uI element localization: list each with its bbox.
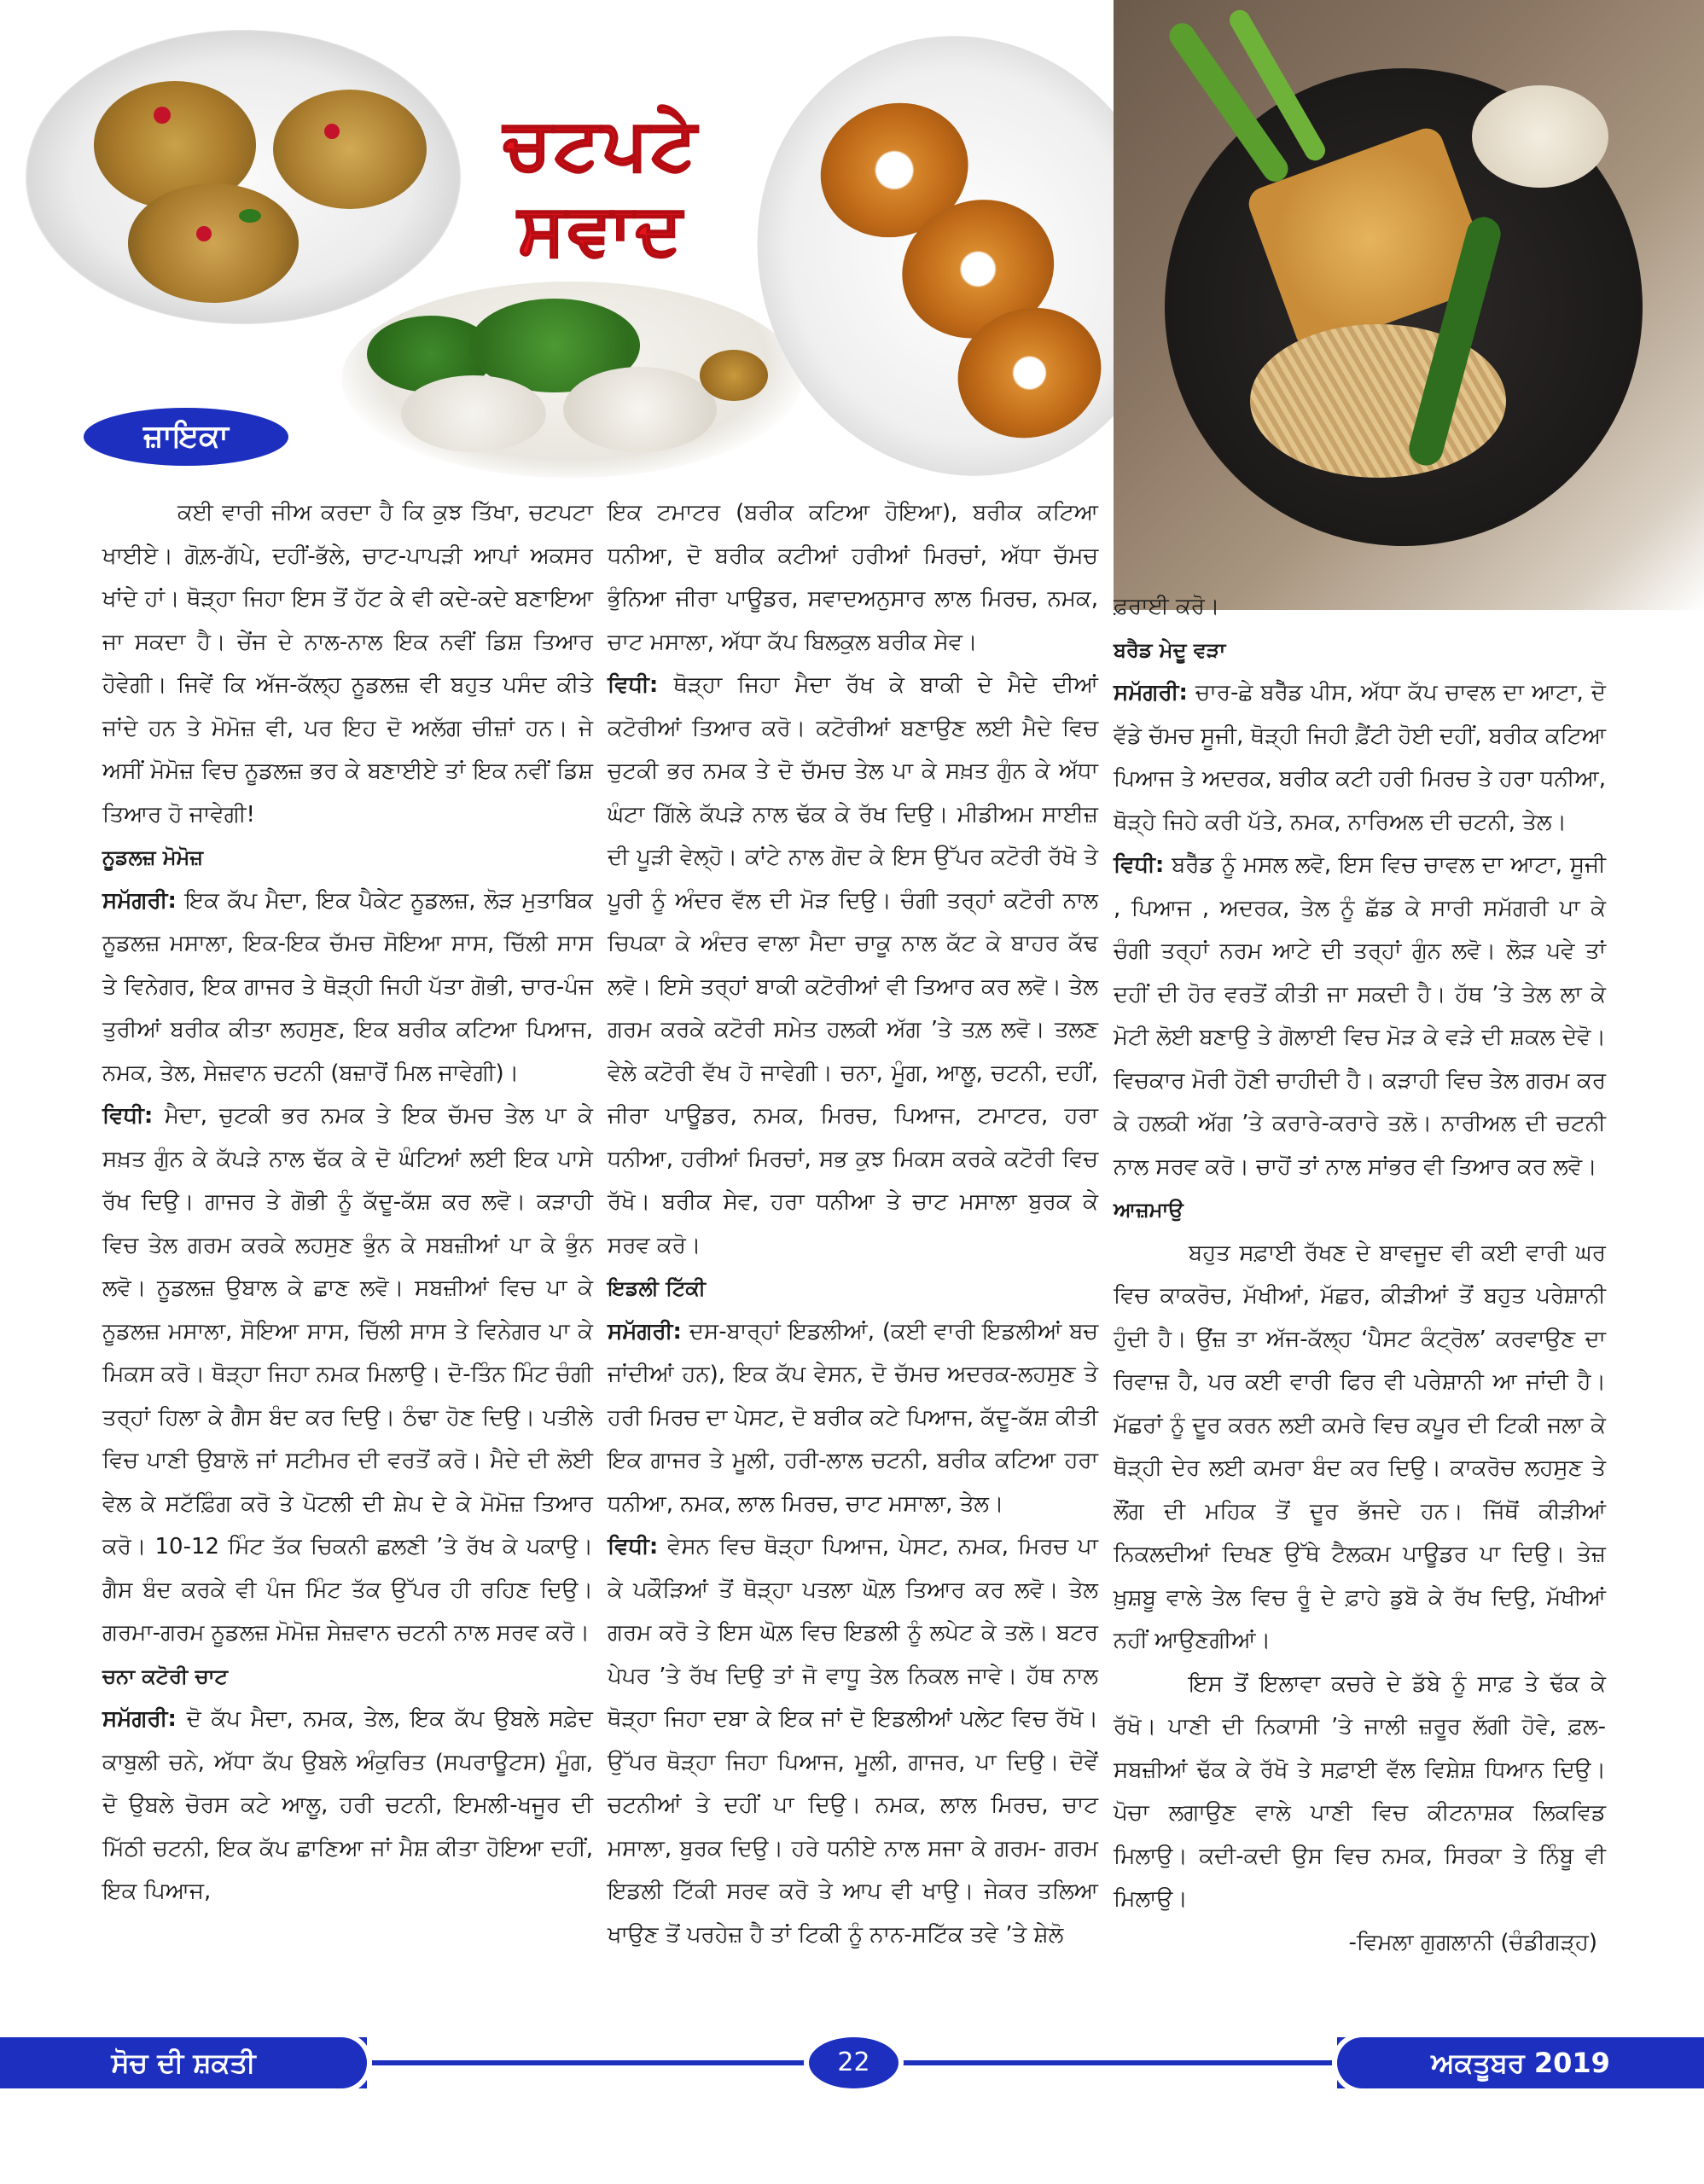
idli-tikki-photo	[341, 282, 802, 478]
ingredients-text: ਦੋ ਕੱਪ ਮੈਦਾ, ਨਮਕ, ਤੇਲ, ਇਕ ਕੱਪ ਉਬਲੇ ਸਫ਼ੇਦ ਕਾਬੁਲੀ ਚਨੇ, ਅੱਧਾ ਕੱਪ ਉਬਲੇ ਅੰਕੁਰਿਤ (ਸਪਰਾਊਟਸ) ਮੂੰਗ, ਦੋ ਉਬਲੇ ਚੋਰਸ ਕਟੇ ਆਲੂ, ਹਰੀ ਚਟਨੀ, ਇਮਲੀ-ਖਜੂਰ ਦੀ ਮਿੱਠੀ ਚਟਨੀ, ਇਕ ਕੱਪ ਛਾਣਿਆ ਜਾਂ ਮੈਸ਼ ਕੀਤਾ ਹੋਇਆ ਦਹੀਂ, ਇਕ ਪਿਆਜ,	[102, 1706, 593, 1904]
papdi-chaat-photo	[26, 30, 461, 324]
issue-date: ਅਕਤੂਬਰ 2019	[1337, 2037, 1704, 2088]
article-column-2	[608, 491, 1098, 1956]
recipe-method	[608, 1525, 1098, 1956]
recipe-title-idli-tikki: ਇਡਲੀ ਟਿੱਕੀ	[608, 1276, 706, 1300]
ingredients-text-continued: ਇਕ ਟਮਾਟਰ (ਬਰੀਕ ਕਟਿਆ ਹੋਇਆ), ਬਰੀਕ ਕਟਿਆ ਧਨੀਆ, ਦੋ ਬਰੀਕ ਕਟੀਆਂ ਹਰੀਆਂ ਮਿਰਚਾਂ, ਅੱਧਾ ਚੱਮਚ ਭੁੰਨਿਆ ਜੀਰਾ ਪਾਊਡਰ, ਸਵਾਦਅਨੁਸਾਰ ਲਾਲ ਮਿਰਚ, ਨਮਕ, ਚਾਟ ਮਸਾਲਾ, ਅੱਧਾ ਕੱਪ ਬਿਲਕੁਲ ਬਰੀਕ ਸੇਵ।	[608, 500, 1098, 655]
recipe-title-bread-medu-vada: ਬਰੈਡ ਮੇਦੂ ਵੜਾ	[1114, 637, 1226, 662]
recipe-method	[1114, 844, 1606, 1188]
article-column-3	[1114, 585, 1606, 1964]
method-label: ਵਿਧੀ:	[608, 672, 659, 698]
recipe-ingredients	[608, 1310, 1098, 1526]
ingredients-label: ਸਮੱਗਰੀ:	[102, 1706, 177, 1732]
method-text: ਥੋੜ੍ਹਾ ਜਿਹਾ ਮੈਦਾ ਰੱਖ ਕੇ ਬਾਕੀ ਦੇ ਮੈਦੇ ਦੀਆਂ ਕਟੋਰੀਆਂ ਤਿਆਰ ਕਰੋ। ਕਟੋਰੀਆਂ ਬਣਾਉਣ ਲਈ ਮੈਦੇ ਵਿਚ ਚੁਟਕੀ ਭਰ ਨਮਕ ਤੇ ਦੋ ਚੱਮਚ ਤੇਲ ਪਾ ਕੇ ਸਖ਼ਤ ਗੁੰਨ ਕੇ ਅੱਧਾ ਘੰਟਾ ਗਿੱਲੇ ਕੱਪੜੇ ਨਾਲ ਢੱਕ ਕੇ ਰੱਖ ਦਿਉ। ਮੀਡੀਅਮ ਸਾਈਜ਼ ਦੀ ਪੂੜੀ ਵੇਲ੍ਹੋ। ਕਾਂਟੇ ਨਾਲ ਗੋਦ ਕੇ ਇਸ ਉੱਪਰ ਕਟੋਰੀ ਰੱਖੋ ਤੇ ਪੂਰੀ ਨੂੰ ਅੰਦਰ ਵੱਲ ਦੀ ਮੋੜ ਦਿਉ। ਚੰਗੀ ਤਰ੍ਹਾਂ ਕਟੋਰੀ ਨਾਲ ਚਿਪਕਾ ਕੇ ਅੰਦਰ ਵਾਲਾ ਮੈਦਾ ਚਾਕੂ ਨਾਲ ਕੱਟ ਕੇ ਬਾਹਰ ਕੱਢ ਲਵੋ। ਇਸੇ ਤਰ੍ਹਾਂ ਬਾਕੀ ਕਟੋਰੀਆਂ ਵੀ ਤਿਆਰ ਕਰ ਲਵੋ। ਤੇਲ ਗਰਮ ਕਰਕੇ ਕਟੋਰੀ ਸਮੇਤ ਹਲਕੀ ਅੱਗ ’ਤੇ ਤਲ਼ ਲਵੋ। ਤਲਣ ਵੇਲੇ ਕਟੋਰੀ ਵੱਖ ਹੋ ਜਾਵੇਗੀ। ਚਨਾ, ਮੂੰਗ, ਆਲੂ, ਚਟਨੀ, ਦਹੀਂ, ਜੀਰਾ ਪਾਊਡਰ, ਨਮਕ, ਮਿਰਚ, ਪਿਆਜ, ਟਮਾਟਰ, ਹਰਾ ਧਨੀਆ, ਹਰੀਆਂ ਮਿਰਚਾਂ, ਸਭ ਕੁਝ ਮਿਕਸ ਕਰਕੇ ਕਟੋਰੀ ਵਿਚ ਰੱਖੋ। ਬਰੀਕ ਸੇਵ, ਹਰਾ ਧਨੀਆ ਤੇ ਚਾਟ ਮਸਾਲਾ ਬੁਰਕ ਕੇ ਸਰਵ ਕਰੋ।	[608, 672, 1098, 1258]
tips-paragraph-1: ਬਹੁਤ ਸਫ਼ਾਈ ਰੱਖਣ ਦੇ ਬਾਵਜੂਦ ਵੀ ਕਈ ਵਾਰੀ ਘਰ ਵਿਚ ਕਾਕਰੋਚ, ਮੱਖੀਆਂ, ਮੱਛਰ, ਕੀੜੀਆਂ ਤੋਂ ਬਹੁਤ ਪਰੇਸ਼ਾਨੀ ਹੁੰਦੀ ਹੈ। ਉਂਜ਼ ਤਾ ਅੱਜ-ਕੱਲ੍ਹ ‘ਪੈਸਟ ਕੰਟ੍ਰੋਲ’ ਕਰਵਾਉਣ ਦਾ ਰਿਵਾਜ਼ ਹੈ, ਪਰ ਕਈ ਵਾਰੀ ਫਿਰ ਵੀ ਪਰੇਸ਼ਾਨੀ ਆ ਜਾਂਦੀ ਹੈ। ਮੱਛਰਾਂ ਨੂੰ ਦੂਰ ਕਰਨ ਲਈ ਕਮਰੇ ਵਿਚ ਕਪੂਰ ਦੀ ਟਿਕੀ ਜਲਾ ਕੇ ਥੋੜ੍ਹੀ ਦੇਰ ਲਈ ਕਮਰਾ ਬੰਦ ਕਰ ਦਿਉ। ਕਾਕਰੋਚ ਲਹਸੁਣ ਤੇ ਲੌਂਗ ਦੀ ਮਹਿਕ ਤੋਂ ਦੂਰ ਭੱਜਦੇ ਹਨ। ਜਿੱਥੋਂ ਕੀੜੀਆਂ ਨਿਕਲਦੀਆਂ ਦਿਖਣ ਉੱਥੇ ਟੈਲਕਮ ਪਾਊਡਰ ਪਾ ਦਿਉ। ਤੇਜ਼ ਖ਼ੁਸ਼ਬੂ ਵਾਲੇ ਤੇਲ ਵਿਚ ਰੂੰ ਦੇ ਫ਼ਾਹੇ ਡੁਬੋ ਕੇ ਰੱਖ ਦਿਉ, ਮੱਖੀਆਂ ਨਹੀਂ ਆਉਣਗੀਆਂ।	[1114, 1240, 1606, 1653]
recipe-ingredients	[102, 880, 593, 1095]
recipe-method	[102, 1095, 593, 1655]
tips-title: ਆਜ਼ਮਾਉ	[1114, 1198, 1183, 1222]
ingredients-text: ਇਕ ਕੱਪ ਮੈਦਾ, ਇਕ ਪੈਕੇਟ ਨੂਡਲਜ਼, ਲੋੜ ਮੁਤਾਬਿਕ ਨੂਡਲਜ਼ ਮਸਾਲਾ, ਇਕ-ਇਕ ਚੱਮਚ ਸੋਇਆ ਸਾਸ, ਚਿੱਲੀ ਸਾਸ ਤੇ ਵਿਨੇਗਰ, ਇਕ ਗਾਜਰ ਤੇ ਥੋੜ੍ਹੀ ਜਿਹੀ ਪੱਤਾ ਗੋਭੀ, ਚਾਰ-ਪੰਜ ਤੁਰੀਆਂ ਬਰੀਕ ਕੀਤਾ ਲਹਸੁਣ, ਇਕ ਬਰੀਕ ਕਟਿਆ ਪਿਆਜ, ਨਮਕ, ਤੇਲ, ਸੇਜ਼ਵਾਨ ਚਟਨੀ (ਬਜ਼ਾਰੋਂ ਮਿਲ ਜਾਵੇਗੀ)।	[102, 887, 593, 1086]
page-title	[410, 102, 794, 273]
ingredients-text: ਚਾਰ-ਛੇ ਬਰੈੱਡ ਪੀਸ, ਅੱਧਾ ਕੱਪ ਚਾਵਲ ਦਾ ਆਟਾ, ਦੋ ਵੱਡੇ ਚੱਮਚ ਸੂਜੀ, ਥੋੜ੍ਹੀ ਜਿਹੀ ਫ਼ੈਂਟੀ ਹੋਈ ਦਹੀਂ, ਬਰੀਕ ਕਟਿਆ ਪਿਆਜ ਤੇ ਅਦਰਕ, ਬਰੀਕ ਕਟੀ ਹਰੀ ਮਿਰਚ ਤੇ ਹਰਾ ਧਨੀਆ, ਥੋੜ੍ਹੇ ਜਿਹੇ ਕਰੀ ਪੱਤੇ, ਨਮਕ, ਨਾਰਿਅਲ ਦੀ ਚਟਨੀ, ਤੇਲ।	[1114, 680, 1606, 835]
author-credit: -ਵਿਮਲਾ ਗੁਗਲਾਨੀ (ਚੰਡੀਗੜ੍ਹ)	[1348, 1929, 1597, 1955]
method-text: ਵੇਸਨ ਵਿਚ ਥੋੜ੍ਹਾ ਪਿਆਜ, ਪੇਸਟ, ਨਮਕ, ਮਿਰਚ ਪਾ ਕੇ ਪਕੌੜਿਆਂ ਤੋਂ ਥੋੜ੍ਹਾ ਪਤਲਾ ਘੋਲ਼ ਤਿਆਰ ਕਰ ਲਵੋ। ਤੇਲ ਗਰਮ ਕਰੋ ਤੇ ਇਸ ਘੋਲ਼ ਵਿਚ ਇਡਲੀ ਨੂੰ ਲਪੇਟ ਕੇ ਤਲੋ। ਬਟਰ ਪੇਪਰ ’ਤੇ ਰੱਖ ਦਿਉ ਤਾਂ ਜੋ ਵਾਧੂ ਤੇਲ ਨਿਕਲ ਜਾਵੇ। ਹੱਥ ਨਾਲ ਥੋੜ੍ਹਾ ਜਿਹਾ ਦਬਾ ਕੇ ਇਕ ਜਾਂ ਦੋ ਇਡਲੀਆਂ ਪਲੇਟ ਵਿਚ ਰੱਖੋ। ਉੱਪਰ ਥੋੜ੍ਹਾ ਜਿਹਾ ਪਿਆਜ, ਮੂਲੀ, ਗਾਜਰ, ਪਾ ਦਿਉ। ਦੋਵੇਂ ਚਟਨੀਆਂ ਤੇ ਦਹੀਂ ਪਾ ਦਿਉ। ਨਮਕ, ਲਾਲ ਮਿਰਚ, ਚਾਟ ਮਸਾਲਾ, ਬੁਰਕ ਦਿਉ। ਹਰੇ ਧਨੀਏ ਨਾਲ ਸਜਾ ਕੇ ਗਰਮ- ਗਰਮ ਇਡਲੀ ਟਿੱਕੀ ਸਰਵ ਕਰੋ ਤੇ ਆਪ ਵੀ ਖਾਉ। ਜੇਕਰ ਤਲਿਆ ਖਾਉਣ ਤੋਂ ਪਰਹੇਜ਼ ਹੈ ਤਾਂ ਟਿਕੀ ਨੂੰ ਨਾਨ-ਸਟਿੱਕ ਤਵੇ ’ਤੇ ਸ਼ੇਲੋ	[608, 1534, 1098, 1948]
ingredients-text: ਦਸ-ਬਾਰ੍ਹਾਂ ਇਡਲੀਆਂ, (ਕਈ ਵਾਰੀ ਇਡਲੀਆਂ ਬਚ ਜਾਂਦੀਆਂ ਹਨ), ਇਕ ਕੱਪ ਵੇਸਨ, ਦੋ ਚੱਮਚ ਅਦਰਕ-ਲਹਸੁਣ ਤੇ ਹਰੀ ਮਿਰਚ ਦਾ ਪੇਸਟ, ਦੋ ਬਰੀਕ ਕਟੇ ਪਿਆਜ, ਕੱਦੂ-ਕੱਸ਼ ਕੀਤੀ ਇਕ ਗਾਜਰ ਤੇ ਮੂਲੀ, ਹਰੀ-ਲਾਲ ਚਟਨੀ, ਬਰੀਕ ਕਟਿਆ ਹਰਾ ਧਨੀਆ, ਨਮਕ, ਲਾਲ ਮਿਰਚ, ਚਾਟ ਮਸਾਲਾ, ਤੇਲ।	[608, 1318, 1098, 1517]
section-badge: ਜ਼ਾਇਕਾ	[84, 408, 288, 466]
recipe-title-chana-katori-chaat: ਚਨਾ ਕਟੋਰੀ ਚਾਟ	[102, 1664, 229, 1688]
magazine-name: ਸੋਚ ਦੀ ਸ਼ਕਤੀ	[0, 2037, 367, 2088]
recipe-ingredients	[1114, 671, 1606, 844]
method-label: ਵਿਧੀ:	[1114, 852, 1165, 878]
method-text: ਬਰੈੱਡ ਨੂੰ ਮਸਲ ਲਵੋ, ਇਸ ਵਿਚ ਚਾਵਲ ਦਾ ਆਟਾ, ਸੂਜੀ , ਪਿਆਜ , ਅਦਰਕ, ਤੇਲ ਨੂੰ ਛੱਡ ਕੇ ਸਾਰੀ ਸਮੱਗਰੀ ਪਾ ਕੇ ਚੰਗੀ ਤਰ੍ਹਾਂ ਨਰਮ ਆਟੇ ਦੀ ਤਰ੍ਹਾਂ ਗੁੰਨ ਲਵੋ। ਲੋੜ ਪਵੇ ਤਾਂ ਦਹੀਂ ਦੀ ਹੋਰ ਵਰਤੋਂ ਕੀਤੀ ਜਾ ਸਕਦੀ ਹੈ। ਹੱਥ ’ਤੇ ਤੇਲ ਲਾ ਕੇ ਮੋਟੀ ਲੋਈ ਬਣਾਉ ਤੇ ਗੋਲਾਈ ਵਿਚ ਮੋੜ ਕੇ ਵੜੇ ਦੀ ਸ਼ਕਲ ਦੇਵੋ। ਵਿਚਕਾਰ ਮੋਰੀ ਹੋਣੀ ਚਾਹੀਦੀ ਹੈ। ਕੜਾਹੀ ਵਿਚ ਤੇਲ ਗਰਮ ਕਰ ਕੇ ਹਲਕੀ ਅੱਗ ’ਤੇ ਕਰਾਰੇ-ਕਰਾਰੇ ਤਲੋ। ਨਾਰੀਅਲ ਦੀ ਚਟਨੀ ਨਾਲ ਸਰਵ ਕਰੋ। ਚਾਹੋਂ ਤਾਂ ਨਾਲ ਸਾਂਭਰ ਵੀ ਤਿਆਰ ਕਰ ਲਵੋ।	[1114, 852, 1606, 1180]
method-label: ਵਿਧੀ:	[102, 1103, 154, 1129]
ingredients-label: ਸਮੱਗਰੀ:	[1114, 680, 1188, 706]
ingredients-label: ਸਮੱਗਰੀ:	[102, 887, 177, 914]
recipe-title-noodles-momos: ਨੂਡਲਜ਼ ਮੋਮੋਜ਼	[102, 845, 204, 869]
method-label: ਵਿਧੀ:	[608, 1534, 659, 1560]
recipe-ingredients	[102, 1698, 593, 1914]
ingredients-label: ਸਮੱਗਰੀ:	[608, 1318, 682, 1345]
tips-paragraph-2: ਇਸ ਤੋਂ ਇਲਾਵਾ ਕਚਰੇ ਦੇ ਡੱਬੇ ਨੂੰ ਸਾਫ਼ ਤੇ ਢੱਕ ਕੇ ਰੱਖੋ। ਪਾਣੀ ਦੀ ਨਿਕਾਸੀ ’ਤੇ ਜਾਲੀ ਜ਼ਰੂਰ ਲੱਗੀ ਹੋਵੇ, ਫ਼ਲ-ਸਬਜ਼ੀਆਂ ਢੱਕ ਕੇ ਰੱਖੋ ਤੇ ਸਫ਼ਾਈ ਵੱਲ ਵਿਸ਼ੇਸ਼ ਧਿਆਨ ਦਿਉ। ਪੋਚਾ ਲਗਾਉਣ ਵਾਲੇ ਪਾਣੀ ਵਿਚ ਕੀਟਨਾਸ਼ਕ ਲਿਕਵਿਡ ਮਿਲਾਉ। ਕਦੀ-ਕਦੀ ਉਸ ਵਿਚ ਨਮਕ, ਸਿਰਕਾ ਤੇ ਨਿੰਬੂ ਵੀ ਮਿਲਾਉ।	[1114, 1670, 1606, 1912]
method-text: ਮੈਦਾ, ਚੁਟਕੀ ਭਰ ਨਮਕ ਤੇ ਇਕ ਚੱਮਚ ਤੇਲ ਪਾ ਕੇ ਸਖ਼ਤ ਗੁੰਨ ਕੇ ਕੱਪੜੇ ਨਾਲ ਢੱਕ ਕੇ ਦੋ ਘੰਟਿਆਂ ਲਈ ਇਕ ਪਾਸੇ ਰੱਖ ਦਿਉ। ਗਾਜਰ ਤੇ ਗੋਭੀ ਨੂੰ ਕੱਦੂ-ਕੱਸ਼ ਕਰ ਲਵੋ। ਕੜਾਹੀ ਵਿਚ ਤੇਲ ਗਰਮ ਕਰਕੇ ਲਹਸੁਣ ਭੁੰਨ ਕੇ ਸਬਜ਼ੀਆਂ ਪਾ ਕੇ ਭੁੰਨ ਲਵੋ। ਨੂਡਲਜ਼ ਉਬਾਲ ਕੇ ਛਾਣ ਲਵੋ। ਸਬਜ਼ੀਆਂ ਵਿਚ ਪਾ ਕੇ ਨੂਡਲਜ਼ ਮਸਾਲਾ, ਸੋਇਆ ਸਾਸ, ਚਿੱਲੀ ਸਾਸ ਤੇ ਵਿਨੇਗਰ ਪਾ ਕੇ ਮਿਕਸ ਕਰੋ। ਥੋੜ੍ਹਾ ਜਿਹਾ ਨਮਕ ਮਿਲਾਉ। ਦੋ-ਤਿੰਨ ਮਿੰਟ ਚੰਗੀ ਤਰ੍ਹਾਂ ਹਿਲਾ ਕੇ ਗੈਸ ਬੰਦ ਕਰ ਦਿਉ। ਠੰਢਾ ਹੋਣ ਦਿਉ। ਪਤੀਲੇ ਵਿਚ ਪਾਣੀ ਉਬਾਲੋ ਜਾਂ ਸਟੀਮਰ ਦੀ ਵਰਤੋਂ ਕਰੋ। ਮੈਦੇ ਦੀ ਲੋਈ ਵੇਲ ਕੇ ਸਟੱਫ਼ਿੰਗ ਕਰੋ ਤੇ ਪੋਟਲੀ ਦੀ ਸ਼ੇਪ ਦੇ ਕੇ ਮੋਮੋਜ਼ ਤਿਆਰ ਕਰੋ। 10-12 ਮਿੰਟ ਤੱਕ ਚਿਕਨੀ ਛਲਣੀ ’ਤੇ ਰੱਖ ਕੇ ਪਕਾਉ। ਗੈਸ ਬੰਦ ਕਰਕੇ ਵੀ ਪੰਜ ਮਿੰਟ ਤੱਕ ਉੱਪਰ ਹੀ ਰਹਿਣ ਦਿਉ। ਗਰਮਾ-ਗਰਮ ਨੂਡਲਜ਼ ਮੋਮੋਜ਼ ਸੇਜ਼ਵਾਨ ਚਟਨੀ ਨਾਲ ਸਰਵ ਕਰੋ।	[102, 1103, 593, 1646]
recipe-method	[608, 664, 1098, 1267]
sizzler-noodles-photo	[1114, 0, 1704, 610]
method-text-continued: ਫ਼ਰਾਈ ਕਰੋ।	[1114, 594, 1220, 619]
article-column-1	[102, 491, 593, 1914]
title-line-1: ਚਟਪਟੇ	[503, 104, 700, 185]
intro-paragraph: ਕਈ ਵਾਰੀ ਜੀਅ ਕਰਦਾ ਹੈ ਕਿ ਕੁਝ ਤਿੱਖਾ, ਚਟਪਟਾ ਖਾਈਏ। ਗੋਲ਼-ਗੱਪੇ, ਦਹੀਂ-ਭੱਲੇ, ਚਾਟ-ਪਾਪੜੀ ਆਪਾਂ ਅਕਸਰ ਖਾਂਦੇ ਹਾਂ। ਥੋੜ੍ਹਾ ਜਿਹਾ ਇਸ ਤੋਂ ਹੱਟ ਕੇ ਵੀ ਕਦੇ-ਕਦੇ ਬਣਾਇਆ ਜਾ ਸਕਦਾ ਹੈ। ਚੇਂਜ ਦੇ ਨਾਲ-ਨਾਲ ਇਕ ਨਵੀਂ ਡਿਸ਼ ਤਿਆਰ ਹੋਵੇਗੀ। ਜਿਵੇਂ ਕਿ ਅੱਜ-ਕੱਲ੍ਹ ਨੂਡਲਜ਼ ਵੀ ਬਹੁਤ ਪਸੰਦ ਕੀਤੇ ਜਾਂਦੇ ਹਨ ਤੇ ਮੋਮੋਜ਼ ਵੀ, ਪਰ ਇਹ ਦੋ ਅਲੱਗ ਚੀਜ਼ਾਂ ਹਨ। ਜੇ ਅਸੀਂ ਮੋਮੋਜ਼ ਵਿਚ ਨੂਡਲਜ਼ ਭਰ ਕੇ ਬਣਾਈਏ ਤਾਂ ਇਕ ਨਵੀਂ ਡਿਸ਼ ਤਿਆਰ ਹੋ ਜਾਵੇਗੀ!	[102, 500, 593, 828]
page-number: 22	[809, 2037, 899, 2088]
title-line-2: ਸਵਾਦ	[518, 189, 685, 270]
